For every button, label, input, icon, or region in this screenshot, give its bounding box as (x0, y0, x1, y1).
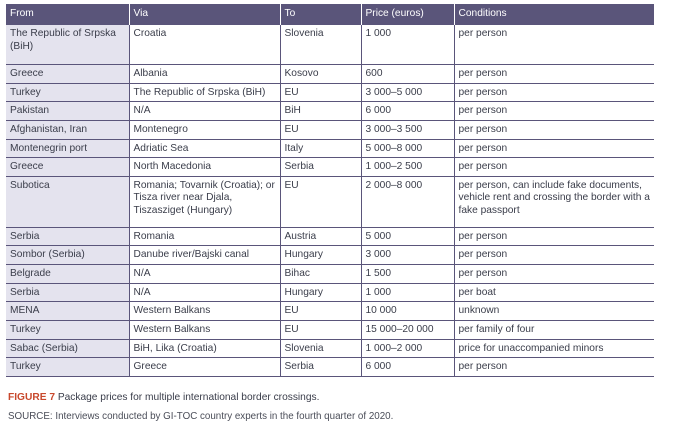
table-row (6, 65, 654, 84)
cell-to: EU (280, 83, 361, 102)
cell-from: Greece (6, 158, 129, 177)
cell-to: Slovenia (280, 339, 361, 358)
cell-to: EU (280, 176, 361, 227)
table-row (6, 339, 654, 358)
table-row (6, 302, 654, 321)
cell-to: Slovenia (280, 25, 361, 65)
figure-caption-text: Package prices for multiple international border crossings. (57, 392, 320, 403)
cell-via: Danube river/Bajski canal (129, 246, 280, 265)
cell-price: 6 000 (361, 358, 454, 377)
cell-to: Austria (280, 227, 361, 246)
cell-price: 10 000 (361, 302, 454, 321)
cell-via: Western Balkans (129, 321, 280, 340)
cell-price: 5 000–8 000 (361, 139, 454, 158)
table-row (6, 246, 654, 265)
header-price: Price (euros) (361, 4, 454, 25)
cell-conditions: per person, can include fake documents, vehicle rent and crossing the border with a fake passport (454, 176, 654, 227)
table-header (6, 4, 654, 25)
cell-to: Italy (280, 139, 361, 158)
cell-from: Turkey (6, 358, 129, 377)
cell-to: EU (280, 302, 361, 321)
cell-price: 600 (361, 65, 454, 84)
cell-from: Serbia (6, 227, 129, 246)
table-row (6, 227, 654, 246)
header-to: To (280, 4, 361, 25)
cell-from: The Republic of Srpska (BiH) (6, 25, 129, 65)
table-row (6, 265, 654, 284)
cell-from: Serbia (6, 283, 129, 302)
cell-price: 1 000–2 500 (361, 158, 454, 177)
table-row (6, 120, 654, 139)
cell-via: Albania (129, 65, 280, 84)
cell-price: 1 000 (361, 283, 454, 302)
cell-to: EU (280, 120, 361, 139)
cell-via: Croatia (129, 25, 280, 65)
header-from: From (6, 4, 129, 25)
cell-via: N/A (129, 265, 280, 284)
cell-via: Romania (129, 227, 280, 246)
cell-price: 5 000 (361, 227, 454, 246)
cell-conditions: per family of four (454, 321, 654, 340)
cell-via: Romania; Tovarnik (Croatia); or Tisza river near Djala, Tiszasziget (Hungary) (129, 176, 280, 227)
cell-from: Turkey (6, 321, 129, 340)
cell-from: Pakistan (6, 102, 129, 121)
cell-conditions: per person (454, 83, 654, 102)
cell-from: Sombor (Serbia) (6, 246, 129, 265)
cell-price: 3 000–5 000 (361, 83, 454, 102)
header-via: Via (129, 4, 280, 25)
cell-price: 1 000 (361, 25, 454, 65)
cell-price: 1 500 (361, 265, 454, 284)
cell-from: Afghanistan, Iran (6, 120, 129, 139)
table-body (6, 25, 654, 376)
cell-via: Western Balkans (129, 302, 280, 321)
figure-label: FIGURE 7 (8, 392, 55, 403)
cell-to: EU (280, 321, 361, 340)
figure-caption (8, 392, 319, 403)
table-row (6, 83, 654, 102)
cell-via: The Republic of Srpska (BiH) (129, 83, 280, 102)
cell-conditions: unknown (454, 302, 654, 321)
cell-conditions: per person (454, 102, 654, 121)
cell-to: Bihac (280, 265, 361, 284)
cell-from: Montenegrin port (6, 139, 129, 158)
cell-conditions: price for unaccompanied minors (454, 339, 654, 358)
cell-conditions: per person (454, 25, 654, 65)
cell-price: 1 000–2 000 (361, 339, 454, 358)
cell-conditions: per person (454, 65, 654, 84)
cell-to: Kosovo (280, 65, 361, 84)
cell-to: Hungary (280, 283, 361, 302)
cell-via: Adriatic Sea (129, 139, 280, 158)
cell-to: Serbia (280, 358, 361, 377)
header-row (6, 4, 654, 25)
cell-price: 6 000 (361, 102, 454, 121)
cell-to: Serbia (280, 158, 361, 177)
cell-conditions: per person (454, 227, 654, 246)
header-conditions: Conditions (454, 4, 654, 25)
table-row (6, 358, 654, 377)
cell-price: 2 000–8 000 (361, 176, 454, 227)
cell-via: N/A (129, 102, 280, 121)
cell-via: Greece (129, 358, 280, 377)
cell-from: Subotica (6, 176, 129, 227)
cell-from: Sabac (Serbia) (6, 339, 129, 358)
cell-via: BiH, Lika (Croatia) (129, 339, 280, 358)
cell-conditions: per boat (454, 283, 654, 302)
cell-conditions: per person (454, 120, 654, 139)
table-row (6, 25, 654, 65)
table-row (6, 102, 654, 121)
cell-conditions: per person (454, 358, 654, 377)
cell-conditions: per person (454, 158, 654, 177)
cell-via: North Macedonia (129, 158, 280, 177)
cell-price: 3 000 (361, 246, 454, 265)
cell-conditions: per person (454, 246, 654, 265)
table-row (6, 158, 654, 177)
table-row (6, 139, 654, 158)
cell-from: Belgrade (6, 265, 129, 284)
table-row (6, 176, 654, 227)
cell-from: MENA (6, 302, 129, 321)
cell-via: Montenegro (129, 120, 280, 139)
cell-from: Greece (6, 65, 129, 84)
cell-via: N/A (129, 283, 280, 302)
table-row (6, 283, 654, 302)
cell-to: BiH (280, 102, 361, 121)
table-row (6, 321, 654, 340)
cell-from: Turkey (6, 83, 129, 102)
cell-to: Hungary (280, 246, 361, 265)
cell-conditions: per person (454, 139, 654, 158)
cell-conditions: per person (454, 265, 654, 284)
cell-price: 3 000–3 500 (361, 120, 454, 139)
border-crossing-prices-table (6, 4, 654, 377)
source-note: SOURCE: Interviews conducted by GI-TOC country experts in the fourth quarter of 2020. (8, 411, 394, 422)
cell-price: 15 000–20 000 (361, 321, 454, 340)
